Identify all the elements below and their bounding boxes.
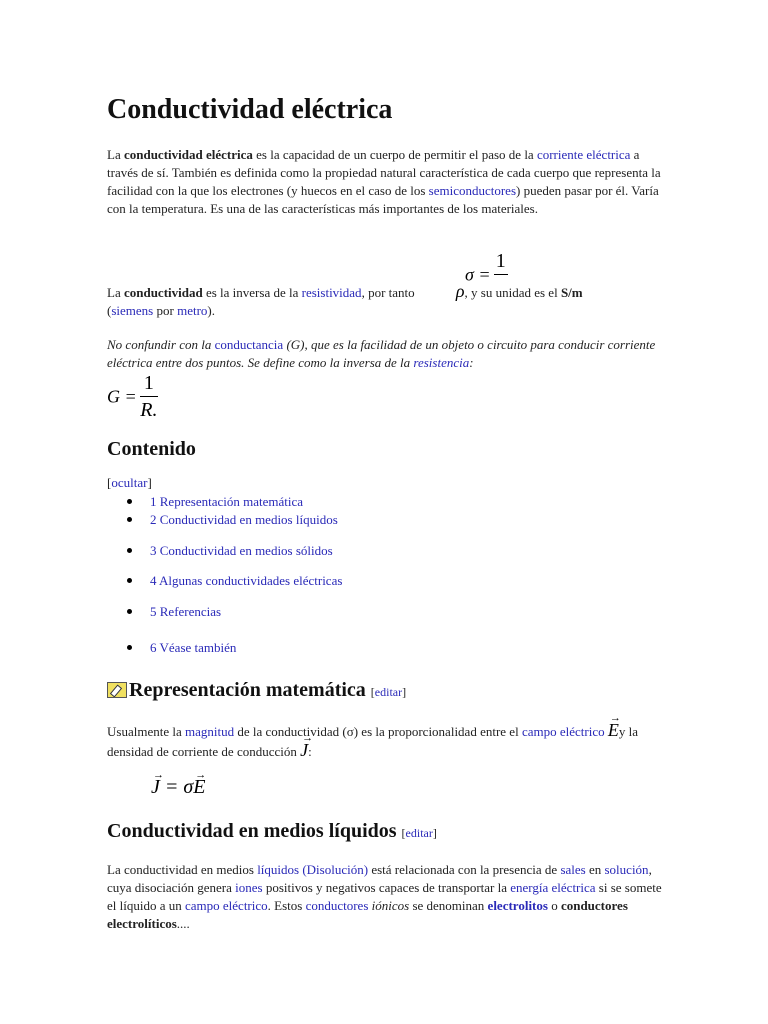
toc-link[interactable]: 3 Conductividad en medios sólidos	[150, 543, 333, 558]
section-title: Conductividad en medios líquidos	[107, 820, 397, 842]
unit: S/m	[560, 285, 583, 300]
link-resistividad[interactable]: resistividad	[301, 285, 362, 300]
link-resistencia[interactable]: resistencia	[413, 355, 470, 370]
bracket: [	[401, 826, 406, 840]
bullet-icon	[127, 499, 132, 504]
bullet-icon	[127, 548, 132, 553]
text: si se somete el líquido a un	[107, 880, 662, 913]
g-formula	[107, 372, 187, 421]
denominator: R.	[140, 399, 158, 421]
link-iones[interactable]: iones	[235, 880, 263, 895]
edit-section-link	[371, 685, 406, 699]
italic-term: iónicos	[371, 898, 410, 913]
text: es la capacidad de un cuerpo de permitir el paso de la	[252, 147, 537, 162]
toc-link[interactable]: 1 Representación matemática	[150, 494, 304, 509]
section-title: Representación matemática	[129, 679, 366, 701]
toc-toggle	[107, 474, 667, 492]
j-formula	[151, 778, 271, 798]
edit-link[interactable]: editar	[374, 685, 403, 699]
bullet-icon	[127, 645, 132, 650]
edit-link[interactable]: editar	[405, 826, 433, 840]
link-liquidos[interactable]: líquidos	[257, 862, 300, 877]
bold-term: conductividad	[123, 285, 203, 300]
pencil-icon	[107, 682, 127, 698]
section2-paragraph	[107, 861, 667, 933]
link-siemens[interactable]: siemens	[111, 303, 154, 318]
text: y la densidad de corriente de conducción	[107, 724, 638, 759]
link-semiconductores[interactable]: semiconductores	[428, 183, 517, 198]
text: de la conductividad (σ) es la proporcionalidad entre el	[234, 724, 522, 739]
text: o	[547, 898, 561, 913]
toc-link[interactable]: 6 Véase también	[150, 640, 237, 655]
section1-paragraph	[107, 721, 667, 761]
text: es la inversa de la	[202, 285, 302, 300]
text: se denominan	[409, 898, 488, 913]
link-metro[interactable]: metro	[177, 303, 208, 318]
link-conductores[interactable]: conductores	[305, 898, 369, 913]
text: por	[153, 303, 178, 318]
section-heading-liquidos	[107, 818, 667, 846]
link-solucion[interactable]: solución	[604, 862, 649, 877]
link-magnitud[interactable]: magnitud	[184, 724, 235, 739]
fraction-bar	[140, 396, 158, 397]
page-title: Conductividad eléctrica	[107, 94, 393, 125]
text: ).	[207, 303, 215, 318]
toc-link[interactable]: 2 Conductividad en medios líquidos	[150, 512, 338, 527]
edit-section-link	[402, 826, 437, 840]
formula-lhs: G =	[107, 386, 137, 407]
fraction	[140, 372, 158, 421]
text: , por tanto	[361, 285, 418, 300]
rho-symbol: ρ	[455, 281, 465, 301]
inverse-paragraph	[107, 282, 667, 320]
bold-term: conductores electrolíticos	[107, 898, 628, 931]
formula-e: → E	[193, 778, 205, 796]
link-campo-electrico-2[interactable]: campo eléctrico	[185, 898, 268, 913]
toc-heading: Contenido	[107, 438, 196, 460]
text: , cuya disociación genera	[107, 862, 652, 895]
text: :	[469, 355, 474, 370]
link-conductancia[interactable]: conductancia	[214, 337, 284, 352]
link-campo-electrico[interactable]: campo eléctrico	[521, 724, 605, 739]
section-heading-representacion	[107, 677, 667, 705]
text: , y su unidad es el	[464, 285, 561, 300]
bracket: ]	[147, 475, 152, 490]
toc-link[interactable]: 4 Algunas conductividades eléctricas	[150, 573, 343, 588]
bullet-icon	[127, 517, 132, 522]
bracket: ]	[402, 685, 407, 699]
text: Usualmente la	[107, 724, 185, 739]
vector-e: → E	[608, 721, 619, 739]
numerator: 1	[143, 372, 154, 394]
link-corriente-electrica[interactable]: corriente eléctrica	[536, 147, 631, 162]
bullet-icon	[127, 578, 132, 583]
text: La	[107, 285, 124, 300]
text: No confundir con la	[107, 337, 215, 352]
text: (	[107, 303, 112, 318]
bracket: ]	[432, 826, 437, 840]
formula-mid: = σ	[159, 776, 194, 798]
text: :	[308, 744, 312, 759]
toc-hide-link[interactable]: ocultar	[111, 475, 148, 490]
text: La	[107, 147, 124, 162]
note-paragraph	[107, 336, 667, 372]
link-disolucion[interactable]: (Disolución)	[302, 862, 369, 877]
link-energia-electrica[interactable]: energía eléctrica	[510, 880, 596, 895]
vector-j: → J	[300, 741, 308, 759]
text: está relacionada con la presencia de	[368, 862, 561, 877]
text: positivos y negativos capaces de transportar la	[262, 880, 511, 895]
formula-lhs: σ =	[465, 264, 491, 285]
intro-paragraph	[107, 146, 667, 218]
text: (G), que es la facilidad de un objeto o circuito para conducir corriente eléctrica entre dos puntos. Se define como la inversa de la	[107, 337, 656, 370]
text: ....	[176, 916, 190, 931]
formula-j: → J	[151, 778, 160, 796]
bullet-icon	[127, 609, 132, 614]
bracket: [	[370, 685, 375, 699]
text: . Estos	[267, 898, 306, 913]
bold-term: conductividad eléctrica	[123, 147, 253, 162]
text: La conductividad en medios	[107, 862, 258, 877]
text: en	[585, 862, 605, 877]
toc-link[interactable]: 5 Referencias	[150, 604, 222, 619]
text: a través de sí. También es definida como la propiedad natural característica de cada cuerpo que representa la facilidad con la que los electrones (y huecos en el caso de los	[107, 147, 661, 198]
link-sales[interactable]: sales	[560, 862, 586, 877]
link-electrolitos[interactable]: electrolitos	[487, 898, 548, 913]
numerator: 1	[495, 250, 506, 272]
text: ) pueden pasar por él. Varía con la temperatura. Es una de las características más importantes de los materiales.	[107, 183, 659, 216]
bracket: [	[107, 475, 112, 490]
fraction-bar	[494, 274, 508, 275]
